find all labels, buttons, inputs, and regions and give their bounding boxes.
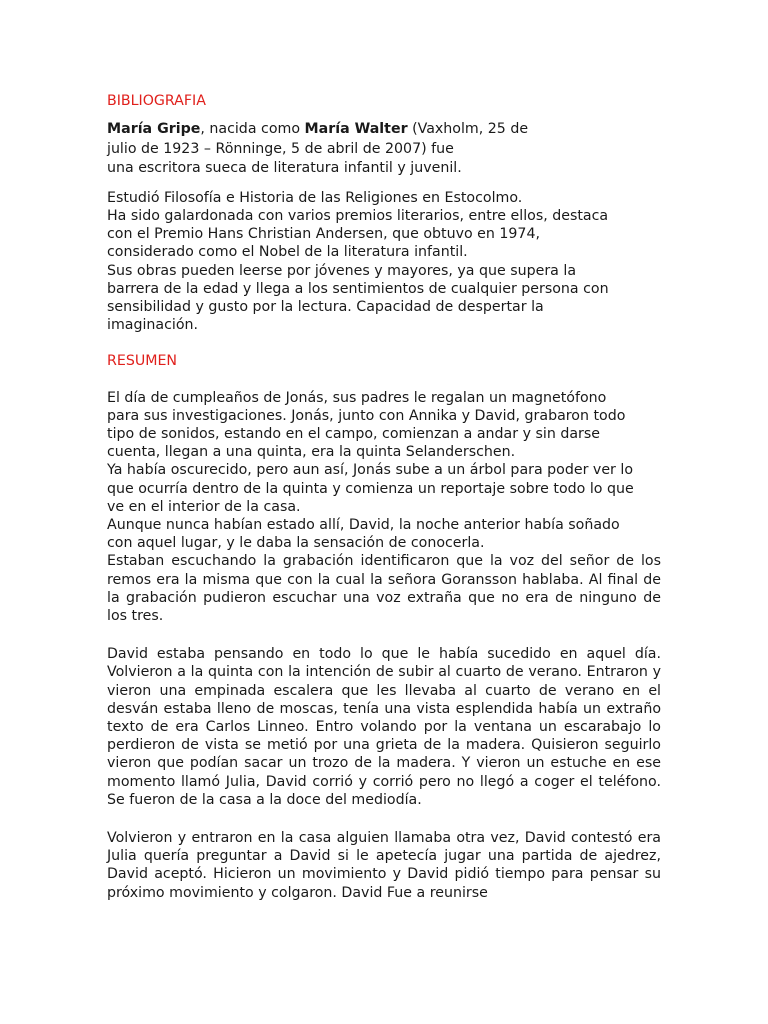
bio-line: con el Premio Hans Christian Andersen, que obtuvo en 1974, bbox=[107, 226, 540, 243]
summary-paragraph-2: David estaba pensando en todo lo que le había sucedido en aquel día. Volvieron a la quinta con la intención de subir al cuarto de verano. Entraron y vieron una empinada escalera que les llevaba al cuarto de verano en el desván estaba lleno de moscas, tenía una vista esplendida había un extraño texto de era Carlos Linneo. Entro volando por la ventana un escarabajo lo perdieron de vista se metió por una grieta de la madera. Quisieron seguirlo vieron que podían sacar un trozo de la madera. Y vieron un estuche en ese momento llamó Julia, David corrió y corrió pero no llegó a coger el teléfono. Se fueron de la casa a la doce del mediodía. bbox=[107, 646, 661, 808]
bio-line: Sus obras pueden leerse por jóvenes y mayores, ya que supera la bbox=[107, 262, 577, 279]
bio-line: Estudió Filosofía e Historia de las Religiones en Estocolmo. bbox=[107, 189, 523, 206]
bio-line: Ha sido galardonada con varios premios literarios, entre ellos, destaca bbox=[107, 207, 609, 224]
author-name: María Gripe bbox=[107, 121, 201, 138]
summary-line: cuenta, llegan a una quinta, era la quinta Selanderschen. bbox=[107, 444, 516, 461]
bio-paragraph bbox=[107, 189, 661, 335]
bio-line: imaginación. bbox=[107, 317, 199, 334]
summary-line: con aquel lugar, y le daba la sensación de conocerla. bbox=[107, 535, 485, 552]
author-birth-name: María Walter bbox=[304, 121, 408, 138]
summary-paragraph-3: Volvieron y entraron en la casa alguien llamaba otra vez, David contestó era Julia quería preguntar a David si le apetecía jugar una partida de ajedrez, David aceptó. Hicieron un movimiento y David pidió tiempo para pensar su próximo movimiento y colgaron. David Fue a reunirse bbox=[107, 830, 661, 901]
intro-text-2: (Vaxholm, 25 de bbox=[407, 121, 529, 138]
document-page bbox=[107, 88, 661, 902]
summary-line: Ya había oscurecido, pero aun así, Jonás sube a un árbol para poder ver lo bbox=[107, 462, 634, 479]
bibliografia-heading: BIBLIOGRAFIA bbox=[107, 93, 206, 109]
intro-text-1: , nacida como bbox=[200, 121, 305, 138]
summary-line: Aunque nunca habían estado allí, David, la noche anterior había soñado bbox=[107, 516, 620, 533]
bio-line: barrera de la edad y llega a los sentimientos de cualquier persona con bbox=[107, 280, 609, 297]
intro-line-1 bbox=[107, 120, 661, 140]
intro-line-3: una escritora sueca de literatura infantil y juvenil. bbox=[107, 160, 462, 177]
summary-line: tipo de sonidos, estando en el campo, comienzan a andar y sin darse bbox=[107, 425, 600, 442]
summary-paragraph-1 bbox=[107, 389, 661, 626]
summary-line: que ocurría dentro de la quinta y comienza un reportaje sobre todo lo que bbox=[107, 480, 634, 497]
summary-line: ve en el interior de la casa. bbox=[107, 498, 301, 515]
intro-line-2: julio de 1923 – Rönninge, 5 de abril de 2007) fue bbox=[107, 140, 454, 157]
resumen-heading: RESUMEN bbox=[107, 353, 178, 370]
bio-line: sensibilidad y gusto por la lectura. Capacidad de despertar la bbox=[107, 298, 544, 315]
bio-line: considerado como el Nobel de la literatura infantil. bbox=[107, 244, 468, 261]
summary-justified-text: Estaban escuchando la grabación identificaron que la voz del señor de los remos era la misma que con la cual la señora Goransson hablaba. Al final de la grabación pudieron escuchar una voz extraña que no era de ninguno de los tres. bbox=[107, 553, 661, 624]
intro-paragraph bbox=[107, 120, 661, 179]
summary-line: para sus investigaciones. Jonás, junto con Annika y David, grabaron todo bbox=[107, 407, 626, 424]
summary-line: El día de cumpleaños de Jonás, sus padres le regalan un magnetófono bbox=[107, 389, 607, 406]
